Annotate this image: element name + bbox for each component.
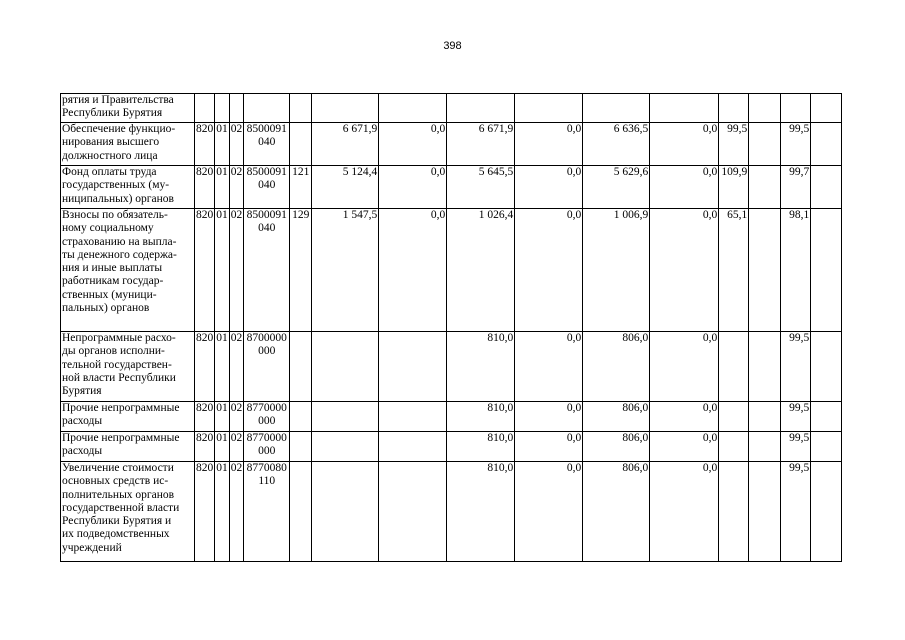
amount-cell: 810,0: [447, 462, 515, 562]
subsection-code: 02: [229, 123, 244, 166]
subsection-code: 02: [229, 209, 244, 332]
amount-cell: 5 629,6: [583, 166, 650, 209]
amount-cell: 6 671,9: [447, 123, 515, 166]
table-row: [61, 462, 842, 562]
section-code: 01: [215, 332, 230, 402]
page-number: 398: [443, 40, 462, 52]
table-row: [61, 166, 842, 209]
table-row: [61, 123, 842, 166]
row-name: Обеспечение функцио- нирования высшего должностного лица: [61, 123, 195, 166]
target-article-code: 8500091 040: [244, 123, 290, 166]
empty-cell: [811, 332, 842, 402]
expense-type-code: [290, 332, 312, 402]
empty-cell: [811, 209, 842, 332]
admin-code: 820: [195, 123, 215, 166]
amount-cell: [447, 94, 515, 123]
table-row: [61, 94, 842, 123]
percent-cell: 99,5: [781, 402, 811, 432]
empty-cell: [811, 166, 842, 209]
amount-cell: 0,0: [650, 209, 719, 332]
amount-cell: 0,0: [515, 209, 583, 332]
admin-code: 820: [195, 166, 215, 209]
section-code: 01: [215, 166, 230, 209]
amount-cell: [379, 462, 447, 562]
expense-type-code: [290, 432, 312, 462]
amount-cell: 0,0: [379, 166, 447, 209]
percent-cell: 99,5: [781, 432, 811, 462]
subsection-code: 02: [229, 332, 244, 402]
empty-cell: [811, 123, 842, 166]
section-code: 01: [215, 209, 230, 332]
amount-cell: 0,0: [650, 432, 719, 462]
amount-cell: 810,0: [447, 432, 515, 462]
amount-cell: [583, 94, 650, 123]
amount-cell: 806,0: [583, 462, 650, 562]
percent-cell: 99,5: [781, 462, 811, 562]
target-article-code: 8770000 000: [244, 402, 290, 432]
budget-table: [60, 93, 842, 562]
admin-code: 820: [195, 332, 215, 402]
target-article-code: 8770000 000: [244, 432, 290, 462]
section-code: [215, 94, 230, 123]
amount-cell: [379, 332, 447, 402]
empty-cell: [811, 462, 842, 562]
amount-cell: 806,0: [583, 402, 650, 432]
amount-cell: 0,0: [515, 402, 583, 432]
empty-cell: [811, 402, 842, 432]
table-row: [61, 209, 842, 332]
amount-cell: [312, 462, 379, 562]
percent-cell: [719, 462, 749, 562]
subsection-code: [229, 94, 244, 123]
percent-cell: [749, 402, 781, 432]
amount-cell: 0,0: [515, 462, 583, 562]
percent-cell: [749, 432, 781, 462]
section-code: 01: [215, 462, 230, 562]
row-name: Прочие непрограммные расходы: [61, 432, 195, 462]
subsection-code: 02: [229, 166, 244, 209]
amount-cell: 806,0: [583, 432, 650, 462]
amount-cell: [312, 94, 379, 123]
admin-code: [195, 94, 215, 123]
percent-cell: 99,7: [781, 166, 811, 209]
amount-cell: 0,0: [515, 123, 583, 166]
percent-cell: 65,1: [719, 209, 749, 332]
amount-cell: 5 124,4: [312, 166, 379, 209]
admin-code: 820: [195, 432, 215, 462]
amount-cell: 0,0: [515, 166, 583, 209]
amount-cell: 0,0: [379, 209, 447, 332]
amount-cell: [515, 94, 583, 123]
admin-code: 820: [195, 462, 215, 562]
amount-cell: 0,0: [650, 462, 719, 562]
admin-code: 820: [195, 402, 215, 432]
expense-type-code: [290, 123, 312, 166]
expense-type-code: [290, 462, 312, 562]
percent-cell: [749, 332, 781, 402]
row-name: рятия и Правительства Республики Бурятия: [61, 94, 195, 123]
target-article-code: 8770080 110: [244, 462, 290, 562]
target-article-code: 8700000 000: [244, 332, 290, 402]
percent-cell: [719, 94, 749, 123]
amount-cell: 810,0: [447, 332, 515, 402]
row-name: Фонд оплаты труда государственных (му- ниципальных) органов: [61, 166, 195, 209]
percent-cell: [719, 332, 749, 402]
amount-cell: 0,0: [515, 432, 583, 462]
target-article-code: 8500091 040: [244, 209, 290, 332]
amount-cell: 1 026,4: [447, 209, 515, 332]
amount-cell: 0,0: [379, 123, 447, 166]
admin-code: 820: [195, 209, 215, 332]
subsection-code: 02: [229, 432, 244, 462]
amount-cell: 0,0: [650, 332, 719, 402]
amount-cell: 1 547,5: [312, 209, 379, 332]
row-name: Взносы по обязатель- ному социальному страхованию на выпла- ты денежного содержа- ния и иные выплаты работникам государ- ственных (муници- пальных) органов: [61, 209, 195, 332]
expense-type-code: 129: [290, 209, 312, 332]
target-article-code: 8500091 040: [244, 166, 290, 209]
row-name: Увеличение стоимости основных средств ис- полнительных органов государственной власти Республики Бурятия и их подведомственных учреждений: [61, 462, 195, 562]
percent-cell: [749, 94, 781, 123]
percent-cell: [749, 123, 781, 166]
amount-cell: 6 671,9: [312, 123, 379, 166]
percent-cell: [749, 462, 781, 562]
percent-cell: 99,5: [781, 332, 811, 402]
section-code: 01: [215, 123, 230, 166]
row-name: Прочие непрограммные расходы: [61, 402, 195, 432]
amount-cell: 1 006,9: [583, 209, 650, 332]
amount-cell: 6 636,5: [583, 123, 650, 166]
empty-cell: [811, 432, 842, 462]
amount-cell: 0,0: [650, 166, 719, 209]
amount-cell: 0,0: [650, 402, 719, 432]
expense-type-code: 121: [290, 166, 312, 209]
amount-cell: [379, 432, 447, 462]
table-row: [61, 432, 842, 462]
amount-cell: [312, 332, 379, 402]
amount-cell: 810,0: [447, 402, 515, 432]
percent-cell: 109,9: [719, 166, 749, 209]
percent-cell: [719, 402, 749, 432]
row-name: Непрограммные расхо- ды органов исполни- тельной государствен- ной власти Республики Бурятия: [61, 332, 195, 402]
amount-cell: [312, 402, 379, 432]
percent-cell: 99,5: [781, 123, 811, 166]
amount-cell: 0,0: [515, 332, 583, 402]
section-code: 01: [215, 432, 230, 462]
subsection-code: 02: [229, 402, 244, 432]
percent-cell: 98,1: [781, 209, 811, 332]
section-code: 01: [215, 402, 230, 432]
amount-cell: [650, 94, 719, 123]
amount-cell: [312, 432, 379, 462]
target-article-code: [244, 94, 290, 123]
subsection-code: 02: [229, 462, 244, 562]
amount-cell: 806,0: [583, 332, 650, 402]
table-row: [61, 332, 842, 402]
expense-type-code: [290, 94, 312, 123]
percent-cell: [719, 432, 749, 462]
amount-cell: 0,0: [650, 123, 719, 166]
percent-cell: [781, 94, 811, 123]
percent-cell: 99,5: [719, 123, 749, 166]
amount-cell: [379, 94, 447, 123]
empty-cell: [811, 94, 842, 123]
expense-type-code: [290, 402, 312, 432]
table-row: [61, 402, 842, 432]
amount-cell: [379, 402, 447, 432]
percent-cell: [749, 166, 781, 209]
amount-cell: 5 645,5: [447, 166, 515, 209]
percent-cell: [749, 209, 781, 332]
